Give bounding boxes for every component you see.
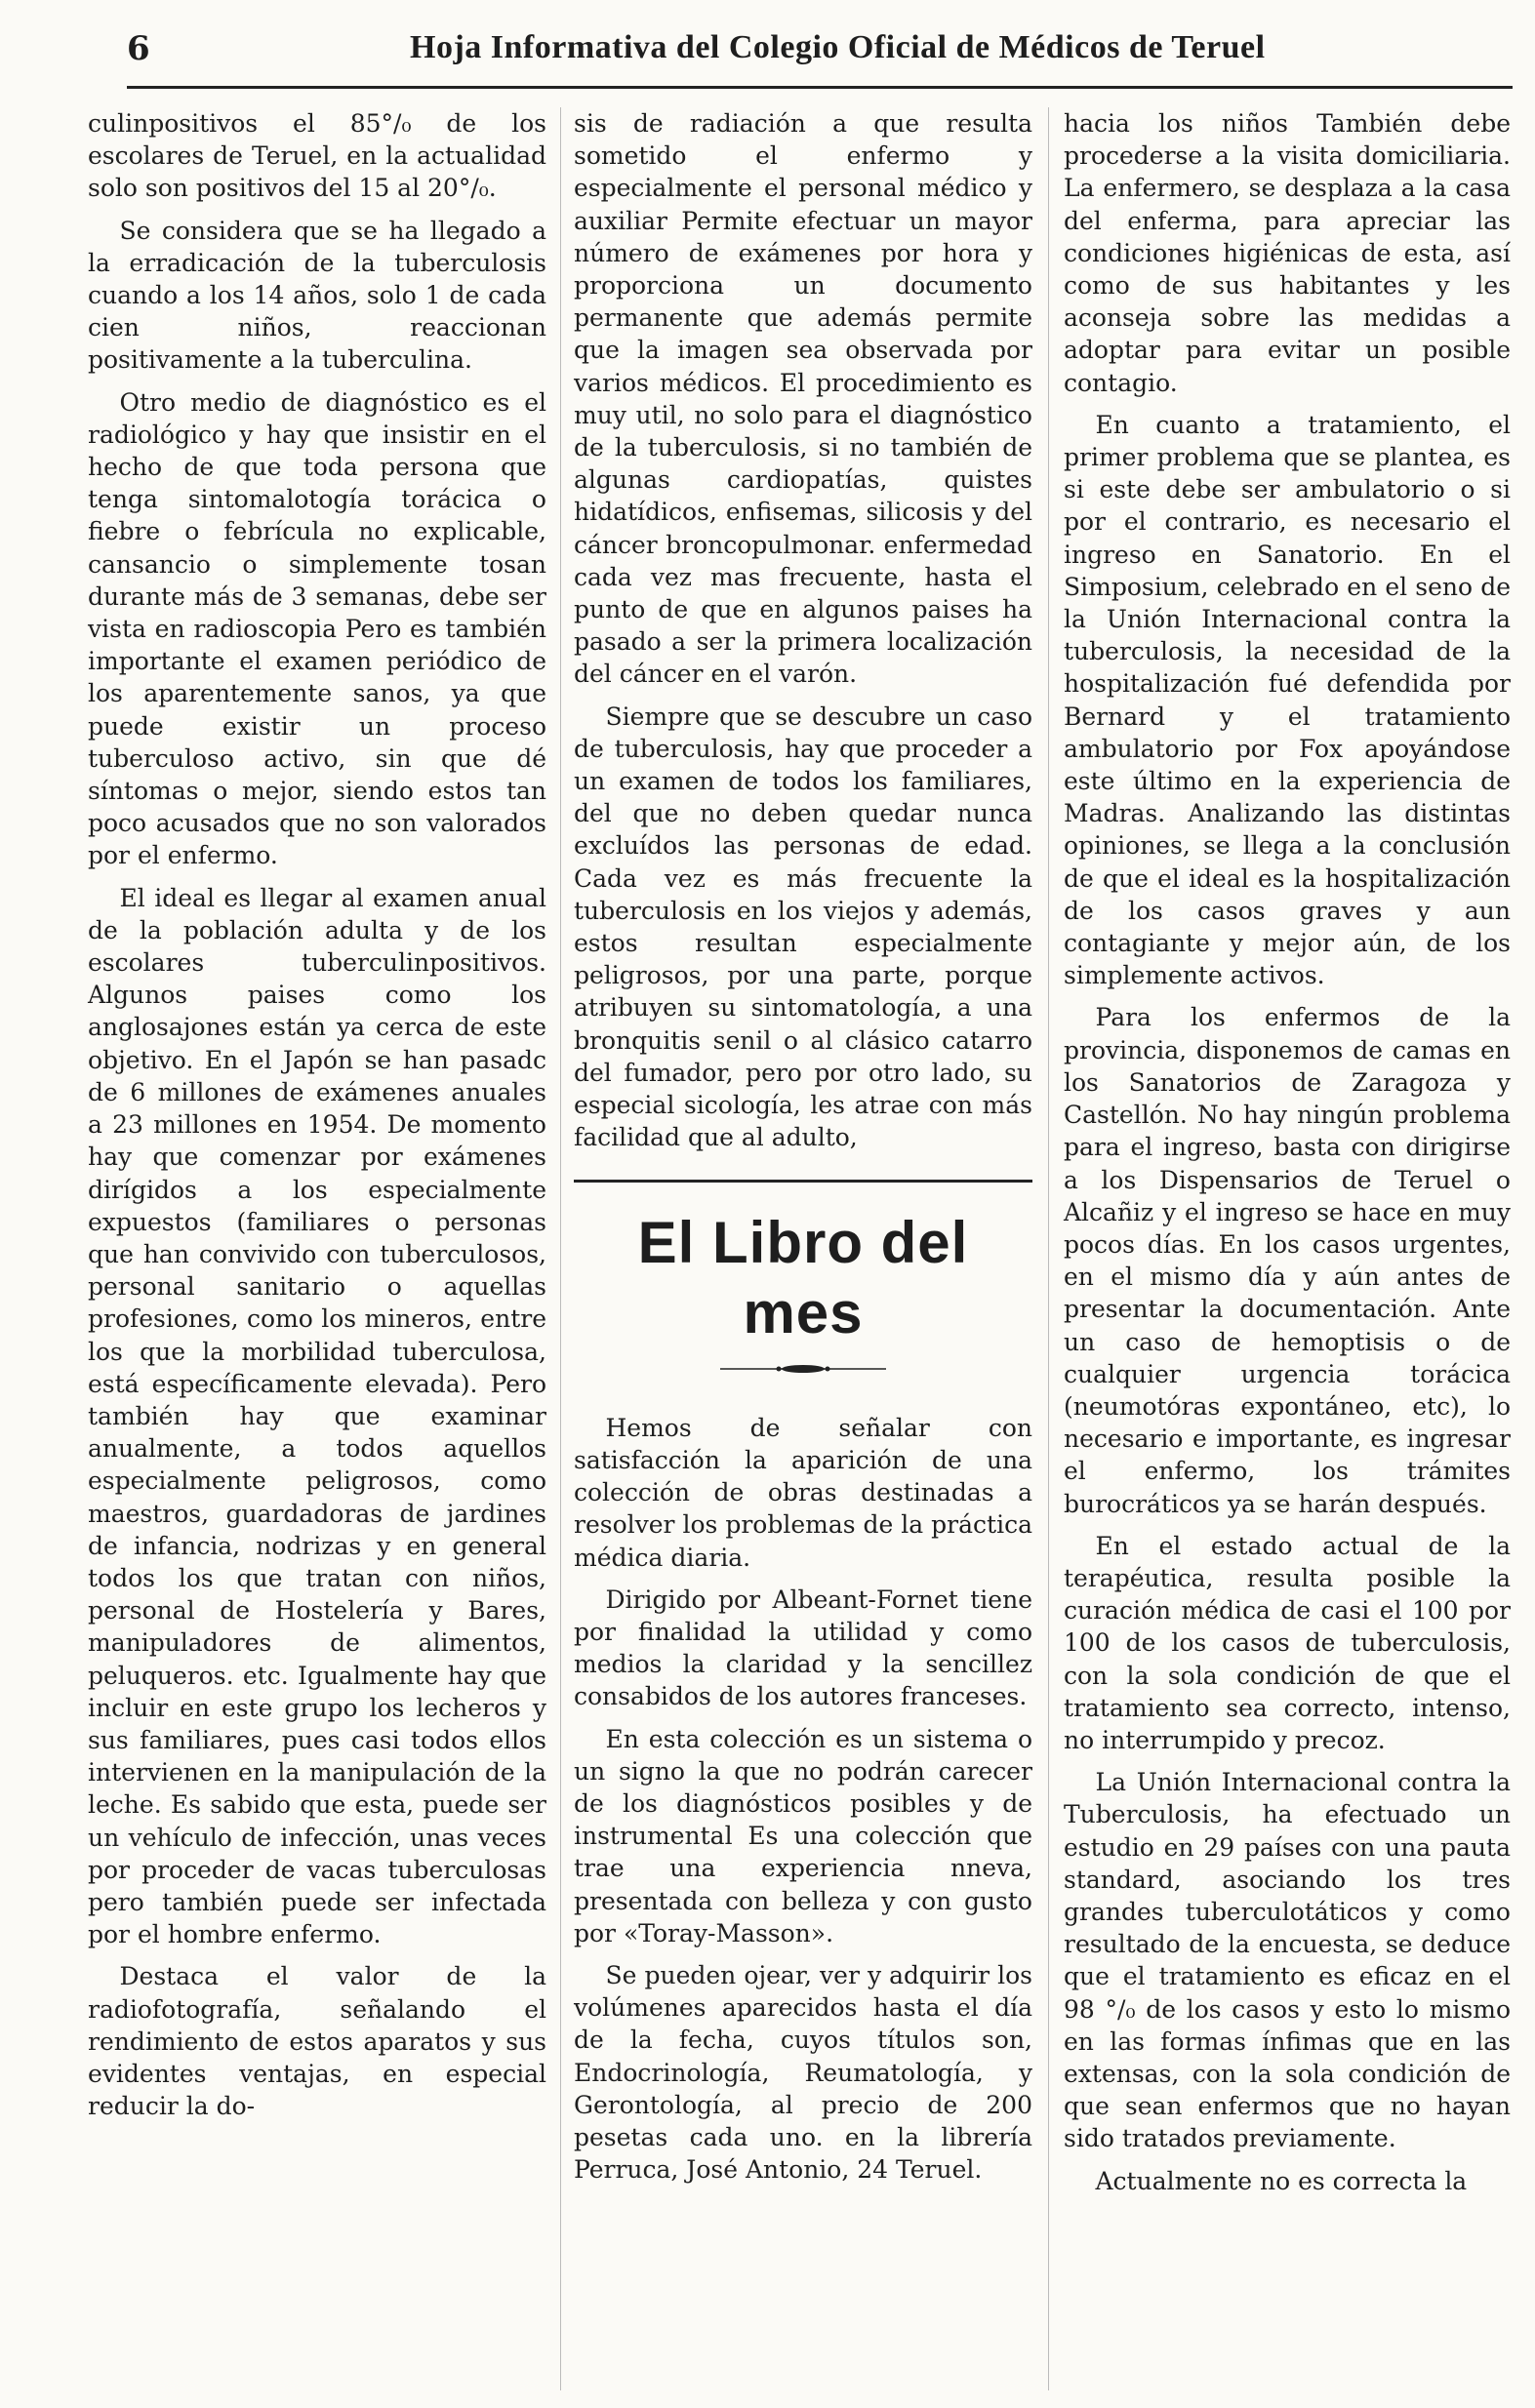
running-header [127,21,1395,80]
paragraph: Para los enfermos de la provincia, disponemos de camas en los Sanatorios de Zaragoza y Castellón. No hay ningún problema para el ingreso, basta con dirigirse a los Dispensarios de Teruel o Alcañiz y el ingreso se hace en muy pocos días. En los casos urgentes, en el mismo día y aún antes de presentar la documentación. Ante un caso de hemoptisis o de cualquier urgencia torácica (neumotóras expontáneo, etc), lo necesario e importante, es ingresar el enfermo, los trámites burocráticos ya se harán después. [1064,1003,1511,1518]
column-divider [560,107,561,2390]
page-number: 6 [127,29,150,68]
column-2 [574,107,1032,2195]
paragraph: Otro medio de diagnóstico es el radiológico y hay que insistir en el hecho de que toda persona que tenga sintomalotogía torácica o fiebre o febrícula no explicable, cansancio o simplemente tosan durante más de 3 semanas, debe ser vista en radioscopia Pero es también importante el examen periódico de los aparentemente sanos, ya que puede existir un proceso tuberculoso activo, sin que dé síntomas o mejor, siendo estos tan poco acusados que no son valorados por el enfermo. [88,387,546,870]
paragraph: Hemos de señalar con satisfacción la aparición de una colección de obras destinadas a resolver los problemas de la práctica médica diaria. [574,1413,1032,1572]
header-rule [127,86,1513,89]
paragraph: culinpositivos el 85°/₀ de los escolares de Teruel, en la actualidad solo son positivos del 15 al 20°/₀. [88,109,546,203]
paragraph: El ideal es llegar al examen anual de la población adulta y de los escolares tuberculinpositivos. Algunos paises como los anglosajones están ya cerca de este objetivo. En el Japón se han pasadc de 6 millones de exámenes anuales a 23 millones en 1954. De momento hay que comenzar por exámenes dirígidos a los especialmente expuestos (familiares o personas que han convivido con tuberculosos, personal sanitario o aquellas profesiones, como los mineros, entre los que la morbilidad tuberculosa, está específicamente elevada). Pero también hay que examinar anualmente, a todos aquellos especialmente peligrosos, como maestros, guardadoras de jardines de infancia, nodrizas y en general todos los que tratan con niños, personal de Hostelería y Bares, manipuladores de alimentos, peluqueros. etc. Igualmente hay que incluir en este grupo los lecheros y sus familiares, pues casi todos ellos intervienen en la manipulación de la leche. Es sabido que esta, puede ser un vehículo de infección, unas veces por proceder de vacas tuberculosas pero también puede ser infectada por el hombre enfermo. [88,883,546,1949]
paragraph: sis de radiación a que resulta sometido el enfermo y especialmente el personal médico y auxiliar Permite efectuar un mayor número de exámenes por hora y proporciona un documento permanente que además permite que la imagen sea observada por varios médicos. El procedimiento es muy util, no solo para el diagnóstico de la tuberculosis, si no también de algunas cardiopatías, quistes hidatídicos, enfisemas, silicosis y del cáncer broncopulmonar. enfermedad cada vez mas frecuente, hasta el punto de que en algunos paises ha pasado a ser la primera localización del cáncer en el varón. [574,109,1032,689]
paragraph: Actualmente no es correcta la [1095,2166,1468,2195]
paragraph: Destaca el valor de la radiofotografía, señalando el rendimiento de estos aparatos y sus evidentes ventajas, en especial reducir la do- [88,1962,546,2121]
paragraph: hacia los niños También debe procederse a la visita domiciliaria. La enfermero, se desplaza a la casa del enferma, para apreciar las condiciones higiénicas de esta, así como de sus habitantes y les aconseja sobre las medidas a adoptar para evitar un posible contagio. [1064,109,1511,397]
ornament-divider [574,1350,1032,1383]
paragraph: Se pueden ojear, ver y adquirir los volúmenes aparecidos hasta el día de la fecha, cuyos títulos son, Endocrinología, Reumatología, y Gerontología, al precio de 200 pesetas cada uno. en la librería Perruca, José Antonio, 24 Teruel. [574,1960,1032,2185]
column-1 [88,107,546,2132]
paragraph: En esta colección es un sistema o un signo la que no podrán carecer de los diagnósticos posibles y de instrumental Es una colección que trae una experiencia nneva, presentada con belleza y con gusto por «Toray-Masson». [574,1724,1032,1947]
column-divider [1048,107,1049,2390]
section-title: El Libro del mes [637,1209,969,1345]
paragraph: Siempre que se descubre un caso de tuberculosis, hay que proceder a un examen de todos los familiares, del que no deben quedar nunca excluídos las personas de edad. Cada vez es más frecuente la tuberculosis en los viejos y además, estos resultan especialmente peligrosos, por una parte, porque atribuyen su sintomatología, a una bronquitis senil o al clásico catarro del fumador, pero por otro lado, su especial sicología, les atrae con más facilidad que al adulto, [574,702,1032,1152]
paragraph: La Unión Internacional contra la Tuberculosis, ha efectuado un estudio en 29 países con una pauta standard, asociando los tres grandes tuberculotáticos y como resultado de la encuesta, se deduce que el tratamiento es eficaz en el 98 °/₀ de los casos y esto lo mismo en las formas ínfimas que en las extensas, con la sola condición de que sean enfermos que no hayan sido tratados previamente. [1064,1768,1511,2153]
paragraph: En el estado actual de la terapéutica, resulta posible la curación médica de casi el 100 por 100 de los casos de tuberculosis, con la sola condición de que el tratamiento sea correcto, intenso, no interrumpido y precoz. [1064,1531,1511,1754]
column-3 [1064,107,1511,2207]
section-rule [574,1180,1032,1183]
paragraph: Se considera que se ha llegado a la erradicación de la tuberculosis cuando a los 14 años, solo 1 de cada cien niños, reaccionan positivamente a la tuberculina. [88,216,546,375]
paragraph: En cuanto a tratamiento, el primer problema que se plantea, es si este debe ser ambulatorio o si por el contrario, es necesario el ingreso en Sanatorio. En el Simposium, celebrado en el seno de la Unión Internacional contra la tuberculosis, la necesidad de la hospitalización fué defendida por Bernard y el tratamiento ambulatorio por Fox apoyándose este último en la experiencia de Madras. Analizando las distintas opiniones, se llega a la conclusión de que el ideal es la hospitalización de los casos graves y aun contagiante y mejor aún, de los simplemente activos. [1064,410,1511,990]
journal-title: Hoja Informativa del Colegio Oficial de Médicos de Teruel [410,29,1266,65]
ornament-icon [720,1363,886,1375]
paragraph: Dirigido por Albeant-Fornet tiene por finalidad la utilidad y como medios la claridad y la sencillez consabidos de los autores franceses. [574,1585,1032,1711]
